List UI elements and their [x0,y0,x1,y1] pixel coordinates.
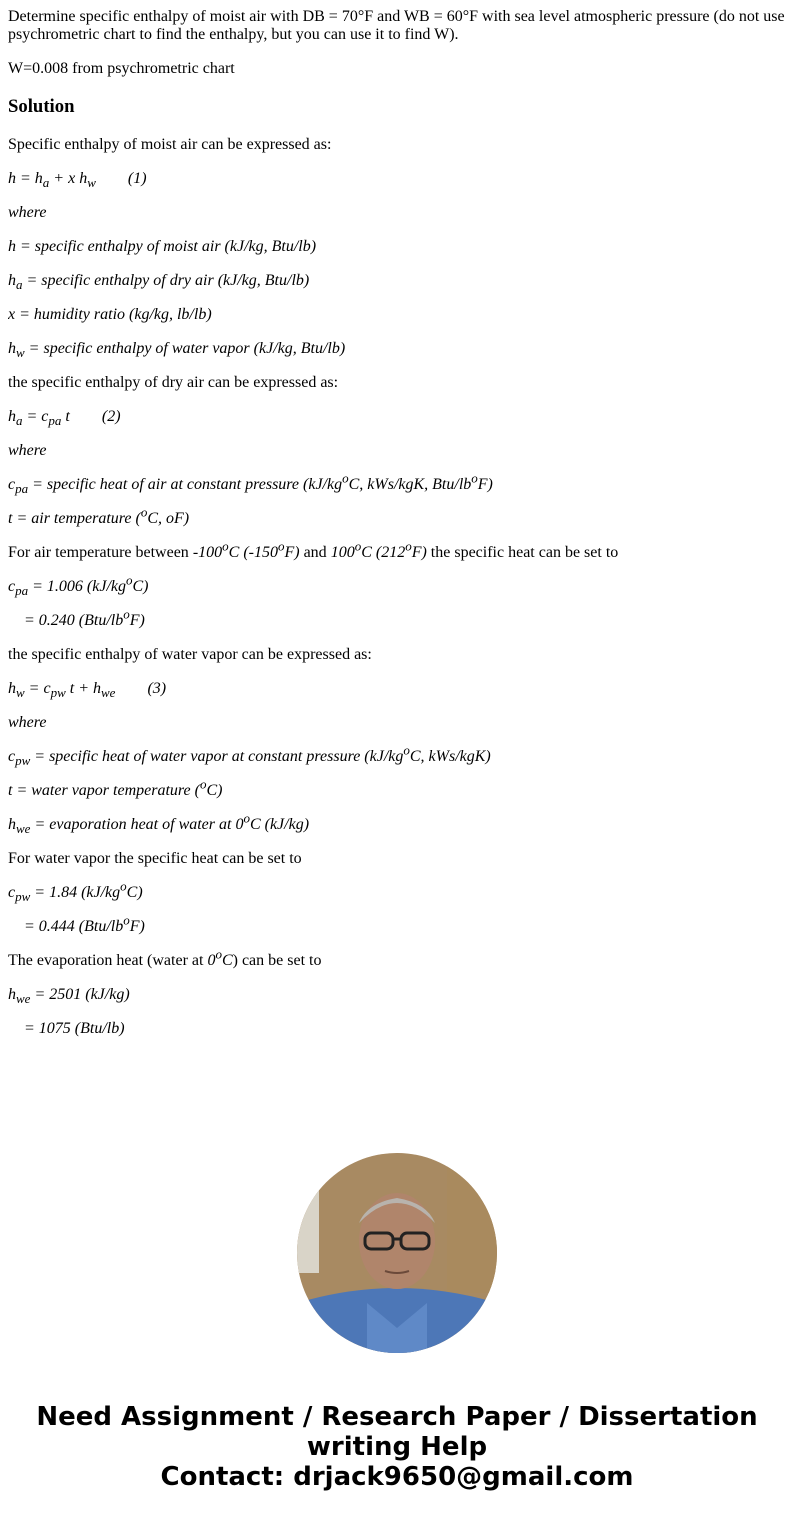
problem-statement: Determine specific enthalpy of moist air with DB = 70°F and WB = 60°F with sea level atmospheric pressure (do not use psychrometric chart to find the enthalpy, but you can use it to find W). [8,8,785,43]
cpw-value-si: $c_{pw} = 1.84$ $(kJ/kg^oC)$ [8,878,143,905]
equation-3: $h_w = c_{pw}$ $t + h_{we}$ (3) [8,680,167,701]
def-x: x = humidity ratio (kg/kg, lb/lb) [8,306,212,323]
equation-1-tag: (1) [127,170,147,187]
def-ha: $h_a$ = specific enthalpy of dry air (kJ/kg, Btu/lb) [8,272,310,293]
cpw-value-imperial: = 0.444 $(Btu/lb^oF)$ [24,912,145,935]
def-cpw: $c_{pw}$ = specific heat of water vapor at constant pressure ($kJ/kg^oC$, kWs/kgK) [8,742,491,769]
where-label-1: where [8,204,47,221]
promo-line-2: writing Help [306,1432,488,1462]
given-value: W=0.008 from psychrometric chart [8,60,235,77]
equation-2-tag: (2) [101,408,121,425]
vapor-intro: the specific enthalpy of water vapor can be expressed as: [8,646,372,663]
where-label-2: where [8,442,47,459]
author-avatar [297,1153,497,1353]
where-label-3: where [8,714,47,731]
solution-heading: Solution [8,96,75,117]
def-t-vapor: t = water vapor temperature ($^o$C) [8,776,223,799]
evap-intro: The evaporation heat (water at 0$^o$C) can be set to [8,946,322,969]
promo-line-1: Need Assignment / Research Paper / Dissertation [36,1402,758,1432]
def-hwe: $h_{we}$ = evaporation heat of water at 0$^o$C (kJ/kg) [8,810,310,837]
dry-air-intro: the specific enthalpy of dry air can be expressed as: [8,374,339,391]
cpa-value-imperial: = 0.240 $(Btu/lb^oF)$ [24,606,145,629]
intro-text: Specific enthalpy of moist air can be expressed as: [8,136,332,153]
def-hw: $h_w$ = specific enthalpy of water vapor (kJ/kg, Btu/lb) [8,340,346,361]
def-t-air: t = air temperature ($^o$C, oF) [8,504,190,527]
range-text: For air temperature between -100$^o$C (-150$^o$F) and 100$^o$C (212$^o$F) the specific heat can be set to [8,538,619,561]
equation-1: $h = h_a + x$ $h_w$ (1) [8,170,147,191]
def-cpa: $c_{pa}$ = specific heat of air at constant pressure ($kJ/kg^oC$, kWs/kgK, Btu/$lb^oF$) [8,470,493,497]
promo-footer [0,1402,794,1492]
hwe-value-si: $h_{we} = 2501$ (kJ/kg) [8,986,130,1007]
def-h: h = specific enthalpy of moist air (kJ/kg, Btu/lb) [8,238,317,255]
author-portrait-image [297,1153,497,1353]
vapor-cp-intro: For water vapor the specific heat can be set to [8,850,302,867]
hwe-value-imperial: = 1075 (Btu/lb) [24,1020,125,1037]
cpa-value-si: $c_{pa} = 1.006$ $(kJ/kg^oC)$ [8,572,149,599]
equation-2: $h_a = c_{pa}$ t (2) [8,408,121,429]
equation-3-tag: (3) [147,680,167,697]
solution-content [8,0,794,1122]
promo-contact: Contact: drjack9650@gmail.com [160,1462,634,1492]
